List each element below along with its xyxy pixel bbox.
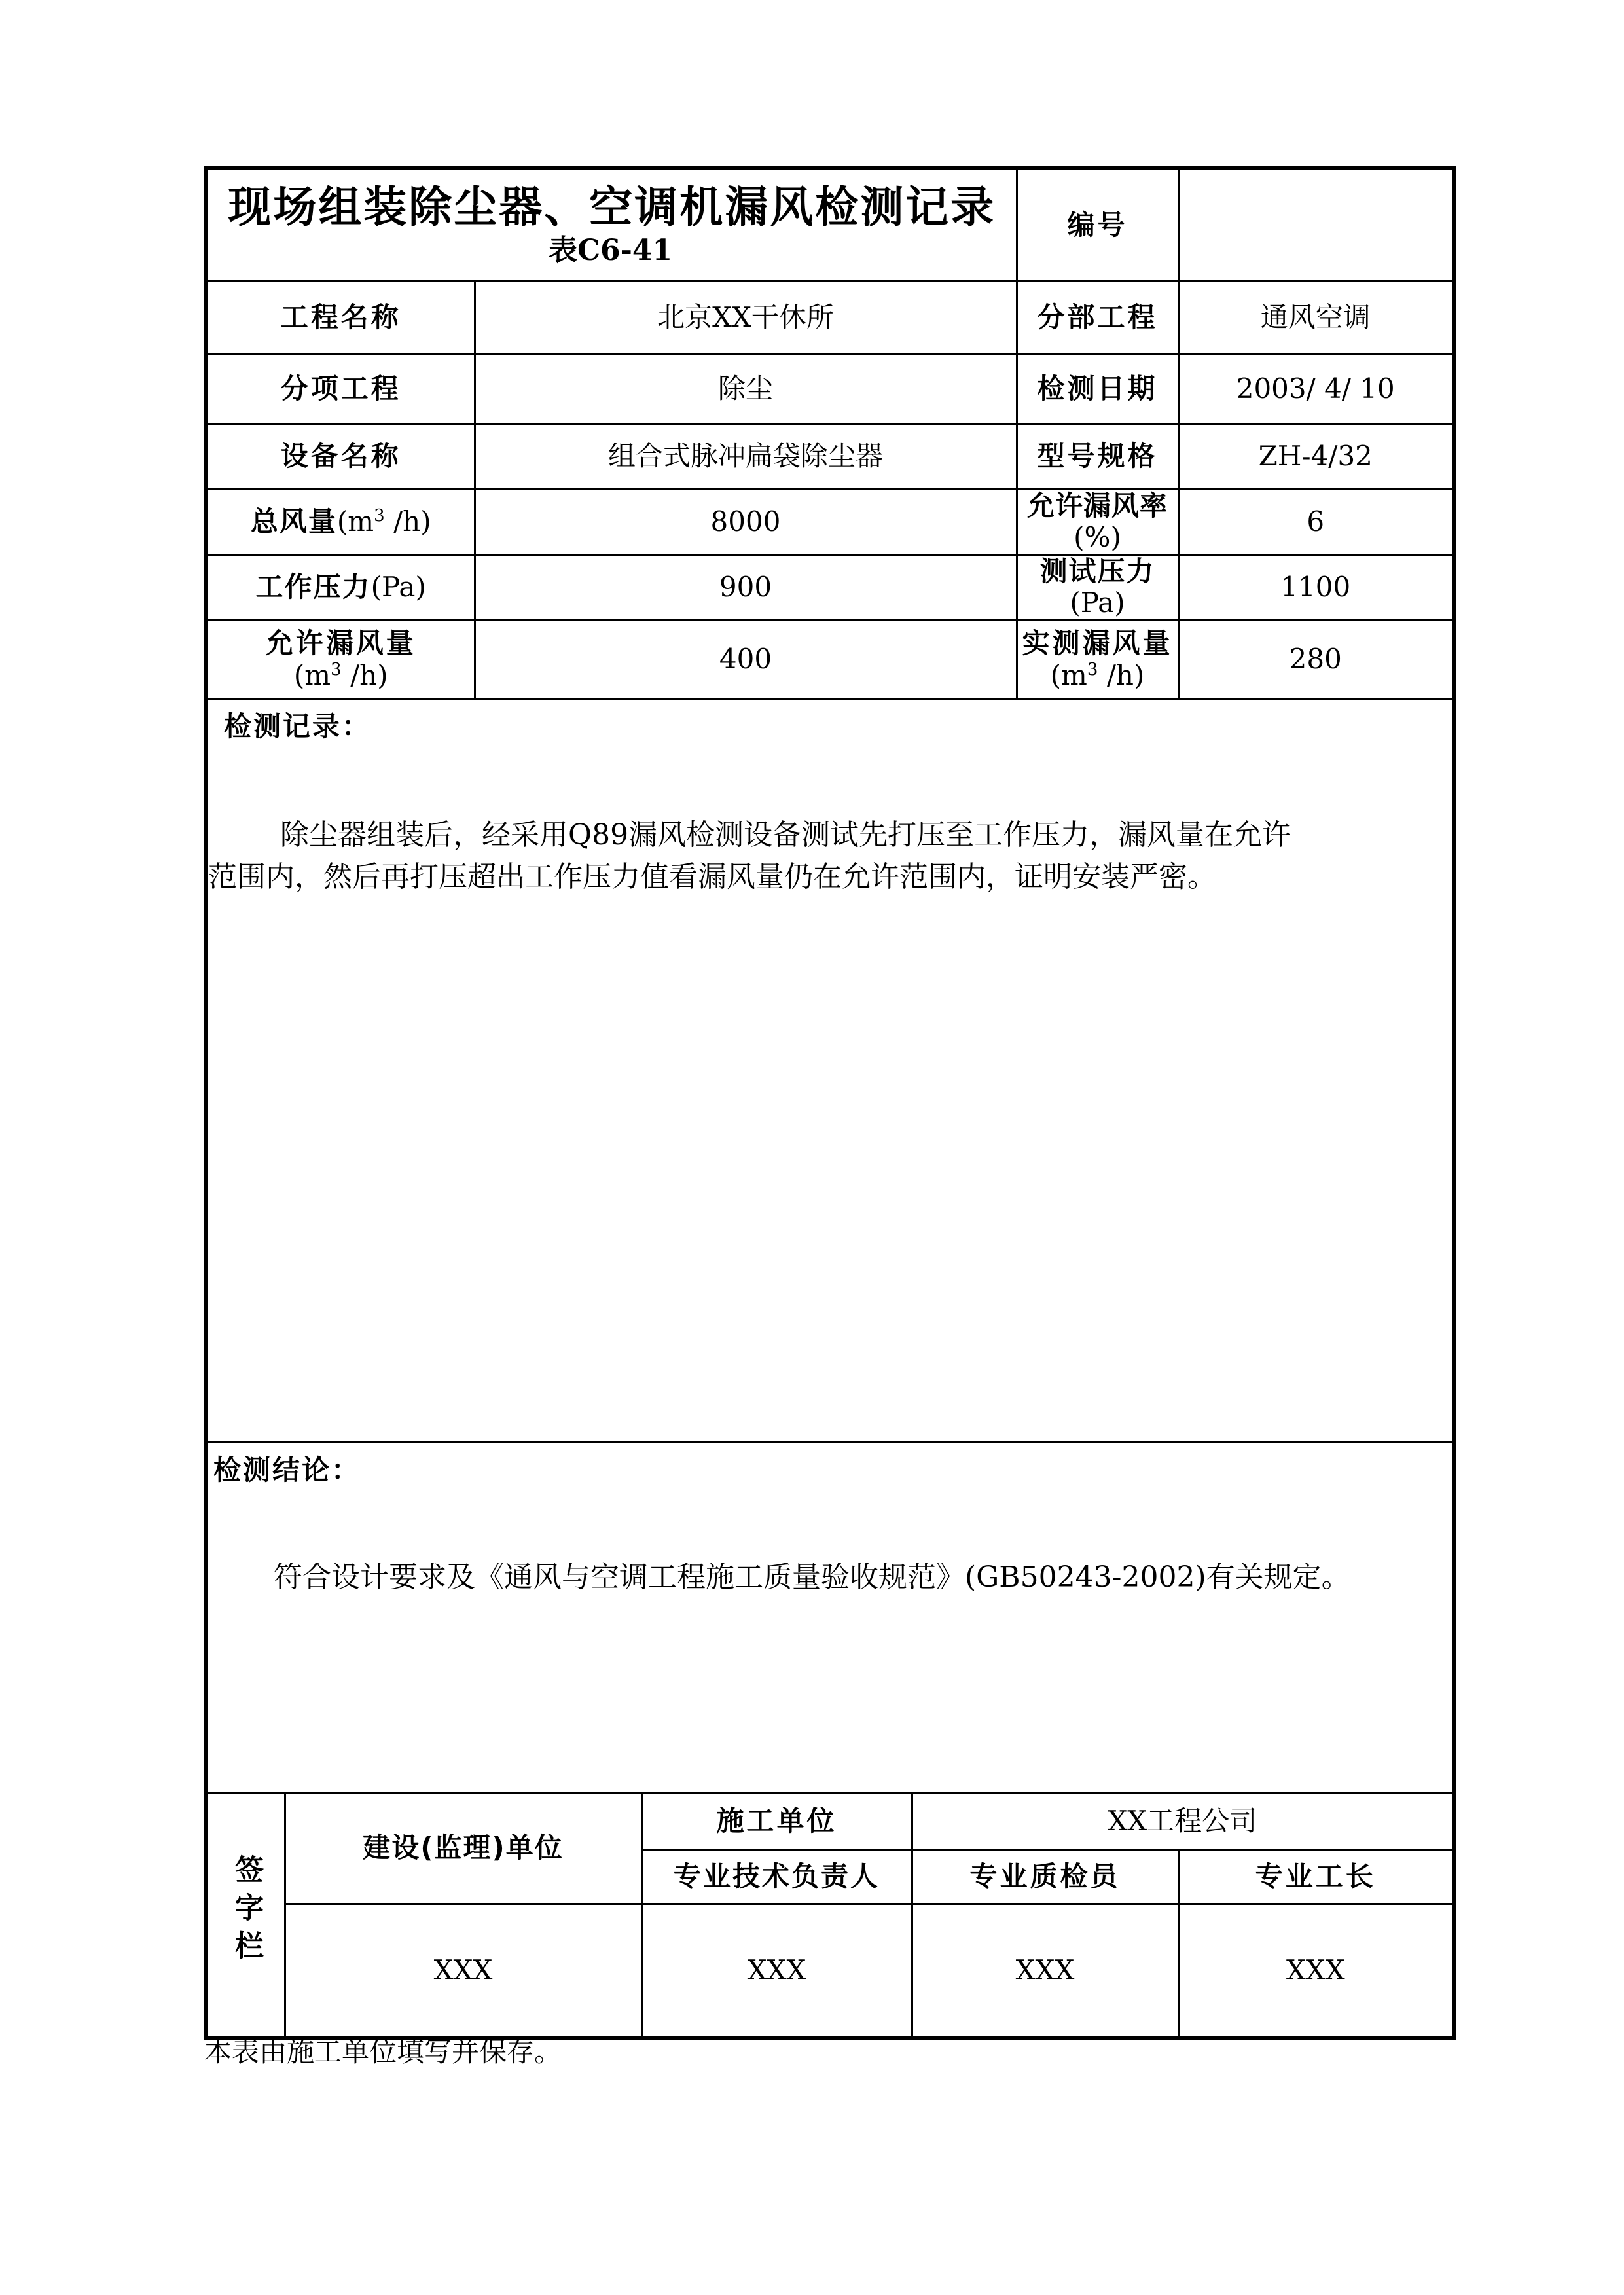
- total-air-label: 总风量: [250, 505, 337, 537]
- equipment-label: 设备名称: [206, 424, 475, 489]
- allow-leak-rate-value[interactable]: 6: [1178, 489, 1454, 554]
- number-value[interactable]: [1178, 168, 1454, 281]
- owner-label: 建设(监理)单位: [285, 1793, 641, 1904]
- allow-leak-rate-label: 允许漏风率: [1026, 489, 1168, 522]
- form-sheet: [204, 166, 1452, 2040]
- total-air-unit-sup: 3: [374, 505, 385, 526]
- allow-leak-label-cell: [206, 620, 475, 700]
- number-label: 编号: [1017, 168, 1178, 281]
- allow-leak-rate-label-cell: [1017, 489, 1178, 554]
- allow-leak-unit: (m: [293, 659, 331, 691]
- signature-section-cell: [206, 1793, 285, 2038]
- qc-signature[interactable]: XXX: [912, 1904, 1178, 2038]
- work-pressure-label-cell: [206, 554, 475, 620]
- subitem-value[interactable]: 除尘: [475, 354, 1017, 424]
- total-air-unit: (m: [336, 505, 374, 537]
- allow-leak-unit-post: /h): [341, 659, 388, 691]
- model-value[interactable]: ZH-4/32: [1178, 424, 1454, 489]
- test-pressure-unit: (Pa): [1070, 586, 1125, 619]
- foreman-label: 专业工长: [1178, 1851, 1454, 1904]
- test-date-label: 检测日期: [1017, 354, 1178, 424]
- record-line-1: 除尘器组装后，经采用Q89漏风检测设备测试先打压至工作压力，漏风量在允许: [280, 818, 1291, 852]
- form-title: 现场组装除尘器、空调机漏风检测记录: [228, 181, 996, 232]
- division-label: 分部工程: [1017, 281, 1178, 354]
- model-label: 型号规格: [1017, 424, 1178, 489]
- project-name-label: 工程名称: [206, 281, 475, 354]
- signature-section-label: 签字栏: [230, 1854, 264, 1968]
- work-pressure-label: 工作压力: [255, 570, 371, 603]
- foreman-signature[interactable]: XXX: [1178, 1904, 1454, 2038]
- contractor-value[interactable]: XX工程公司: [912, 1793, 1454, 1851]
- total-air-value[interactable]: 8000: [475, 489, 1017, 554]
- record-cell[interactable]: [206, 700, 1454, 1442]
- measured-leak-label: 实测漏风量: [1022, 627, 1173, 660]
- measured-leak-unit: (m: [1050, 659, 1087, 691]
- allow-leak-rate-unit: (%): [1074, 521, 1121, 553]
- qc-label: 专业质检员: [912, 1851, 1178, 1904]
- owner-signature[interactable]: XXX: [285, 1904, 641, 2038]
- test-date-value[interactable]: 2003/ 4/ 10: [1178, 354, 1454, 424]
- record-line-2: 范围内，然后再打压超出工作压力值看漏风量仍在允许范围内，证明安装严密。: [208, 860, 1216, 894]
- work-pressure-value[interactable]: 900: [475, 554, 1017, 620]
- tech-lead-label: 专业技术负责人: [641, 1851, 912, 1904]
- header-cell: [206, 168, 1017, 281]
- measured-leak-value[interactable]: 280: [1178, 620, 1454, 700]
- total-air-label-cell: [206, 489, 475, 554]
- measured-leak-unit-sup: 3: [1087, 659, 1098, 679]
- measured-leak-unit-post: /h): [1098, 659, 1145, 691]
- allow-leak-value[interactable]: 400: [475, 620, 1017, 700]
- subitem-label: 分项工程: [206, 354, 475, 424]
- conclusion-cell[interactable]: [206, 1442, 1454, 1793]
- conclusion-text: 符合设计要求及《通风与空调工程施工质量验收规范》(GB50243-2002)有关规定。: [274, 1561, 1350, 1595]
- record-label: 检测记录：: [224, 710, 372, 743]
- record-table: [204, 166, 1456, 2040]
- test-pressure-value[interactable]: 1100: [1178, 554, 1454, 620]
- conclusion-label: 检测结论：: [213, 1454, 361, 1487]
- measured-leak-label-cell: [1017, 620, 1178, 700]
- total-air-unit-post: /h): [384, 505, 431, 537]
- allow-leak-unit-sup: 3: [331, 659, 342, 679]
- test-pressure-label-cell: [1017, 554, 1178, 620]
- tech-lead-signature[interactable]: XXX: [641, 1904, 912, 2038]
- project-name-value[interactable]: 北京XX干休所: [475, 281, 1017, 354]
- test-pressure-label: 测试压力: [1039, 554, 1155, 587]
- contractor-label: 施工单位: [641, 1793, 912, 1851]
- footnote: 本表由施工单位填写并保存。: [204, 2036, 562, 2068]
- equipment-value[interactable]: 组合式脉冲扁袋除尘器: [475, 424, 1017, 489]
- allow-leak-label: 允许漏风量: [265, 627, 416, 660]
- division-value[interactable]: 通风空调: [1178, 281, 1454, 354]
- work-pressure-unit: (Pa): [370, 570, 426, 603]
- table-number: 表C6-41: [549, 234, 673, 268]
